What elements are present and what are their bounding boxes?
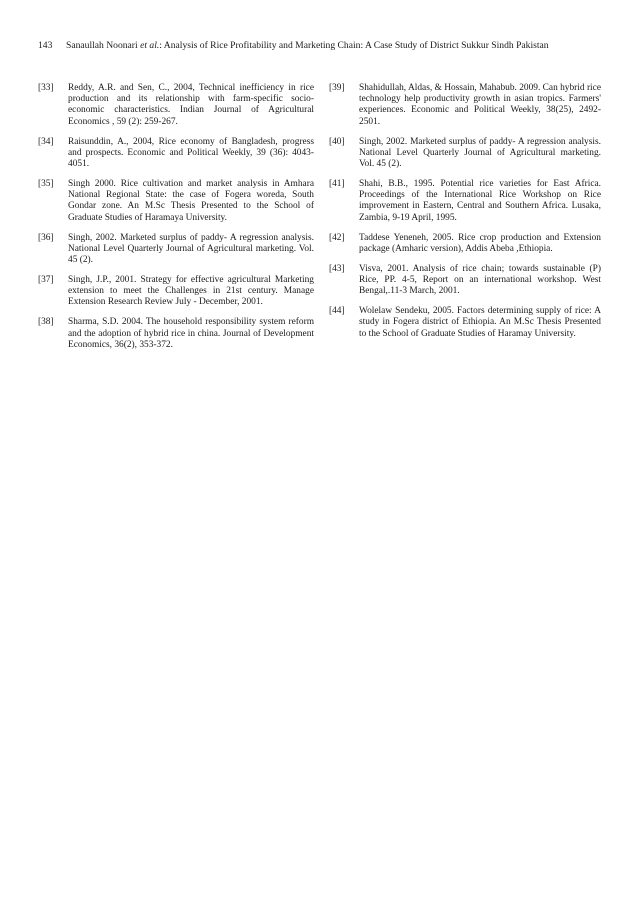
reference-number: [42]: [329, 232, 345, 243]
reference-text: Wolelaw Sendeku, 2005. Factors determining supply of rice: A study in Fogera district of Ethiopia. An M.Sc Thesis Presented to the School of Graduate Studies of Haramay University.: [359, 306, 601, 339]
reference-text: Sharma, S.D. 2004. The household responsibility system reform and the adoption of hybrid rice in china. Journal of Development Economics, 36(2), 353-372.: [68, 317, 314, 350]
page-number: 143: [38, 40, 53, 51]
reference-number: [37]: [38, 275, 54, 286]
reference-item: [38, 179, 314, 224]
reference-number: [44]: [329, 306, 345, 317]
header-et-al: et al.: [140, 40, 160, 51]
reference-item: [329, 306, 601, 340]
reference-number: [41]: [329, 179, 345, 190]
reference-number: [38]: [38, 317, 54, 328]
reference-number: [33]: [38, 83, 54, 93]
reference-number: [40]: [329, 136, 345, 147]
reference-text: Shahidullah, Aldas, & Hossain, Mahabub. 2009. Can hybrid rice technology help productivity growth in asian tropics. Farmers' experiences. Economic and Political Weekly, 38(25), 2492-2501.: [359, 83, 601, 127]
reference-item: [329, 264, 601, 298]
reference-text: Taddese Yeneneh, 2005. Rice crop production and Extension package (Amharic version), Addis Abeba ,Ethiopia.: [359, 232, 601, 254]
reference-text: Visva, 2001. Analysis of rice chain; towards sustainable (P) Rice, PP. 4-5, Report on an international workshop. West Bengal,.11-3 March, 2001.: [359, 263, 601, 297]
reference-text: Reddy, A.R. and Sen, C., 2004, Technical inefficiency in rice production and its relationship with farm-specific socio-economic characteristics. Indian Journal of Agricultural Economics , 59 (2): 259-267.: [68, 83, 314, 127]
reference-text: Raisunddin, A., 2004, Rice economy of Bangladesh, progress and prospects. Economic and Political Weekly, 39 (36): 4043-4051.: [68, 136, 314, 170]
header-title: : Analysis of Rice Profitability and Marketing Chain: A Case Study of District Sukkur Sindh Pakistan: [159, 40, 549, 51]
reference-text: Shahi, B.B., 1995. Potential rice varieties for East Africa. Proceedings of the International Rice Workshop on Rice improvement in Eastern, Central and Southern Africa. Lusaka, Zambia, 9-19 April, 1995.: [359, 179, 601, 223]
reference-number: [43]: [329, 263, 345, 274]
reference-item: [38, 317, 314, 351]
reference-number: [39]: [329, 83, 345, 93]
reference-item: [329, 233, 601, 255]
running-header: [38, 40, 600, 52]
reference-item: [329, 83, 601, 128]
reference-text: Singh, J.P., 2001. Strategy for effective agricultural Marketing extension to meet the Challenges in 21st century. Manage Extension Research Review July - December, 2001.: [68, 275, 314, 308]
reference-item: [329, 137, 601, 171]
reference-item: [38, 233, 314, 267]
reference-text: Singh, 2002. Marketed surplus of paddy- A regression analysis. National Level Quarterly Journal of Agricultural marketing. Vol. 45 (2).: [68, 232, 314, 266]
reference-item: [38, 137, 314, 171]
header-authors: Sanaullah Noonari: [66, 40, 141, 51]
reference-number: [36]: [38, 232, 54, 243]
references-left-column: [38, 83, 314, 360]
reference-number: [34]: [38, 136, 54, 147]
reference-item: [38, 275, 314, 309]
reference-item: [38, 83, 314, 128]
reference-number: [35]: [38, 179, 54, 190]
reference-text: Singh, 2002. Marketed surplus of paddy- A regression analysis. National Level Quarterly Journal of Agricultural marketing. Vol. 45 (2).: [359, 136, 601, 170]
reference-item: [329, 179, 601, 224]
reference-text: Singh 2000. Rice cultivation and market analysis in Amhara National Regional State: the case of Fogera woreda, South Gondar zone. An M.Sc Thesis Presented to the School of Graduate Studies of Haramaya University.: [68, 179, 314, 223]
references-right-column: [329, 83, 601, 349]
